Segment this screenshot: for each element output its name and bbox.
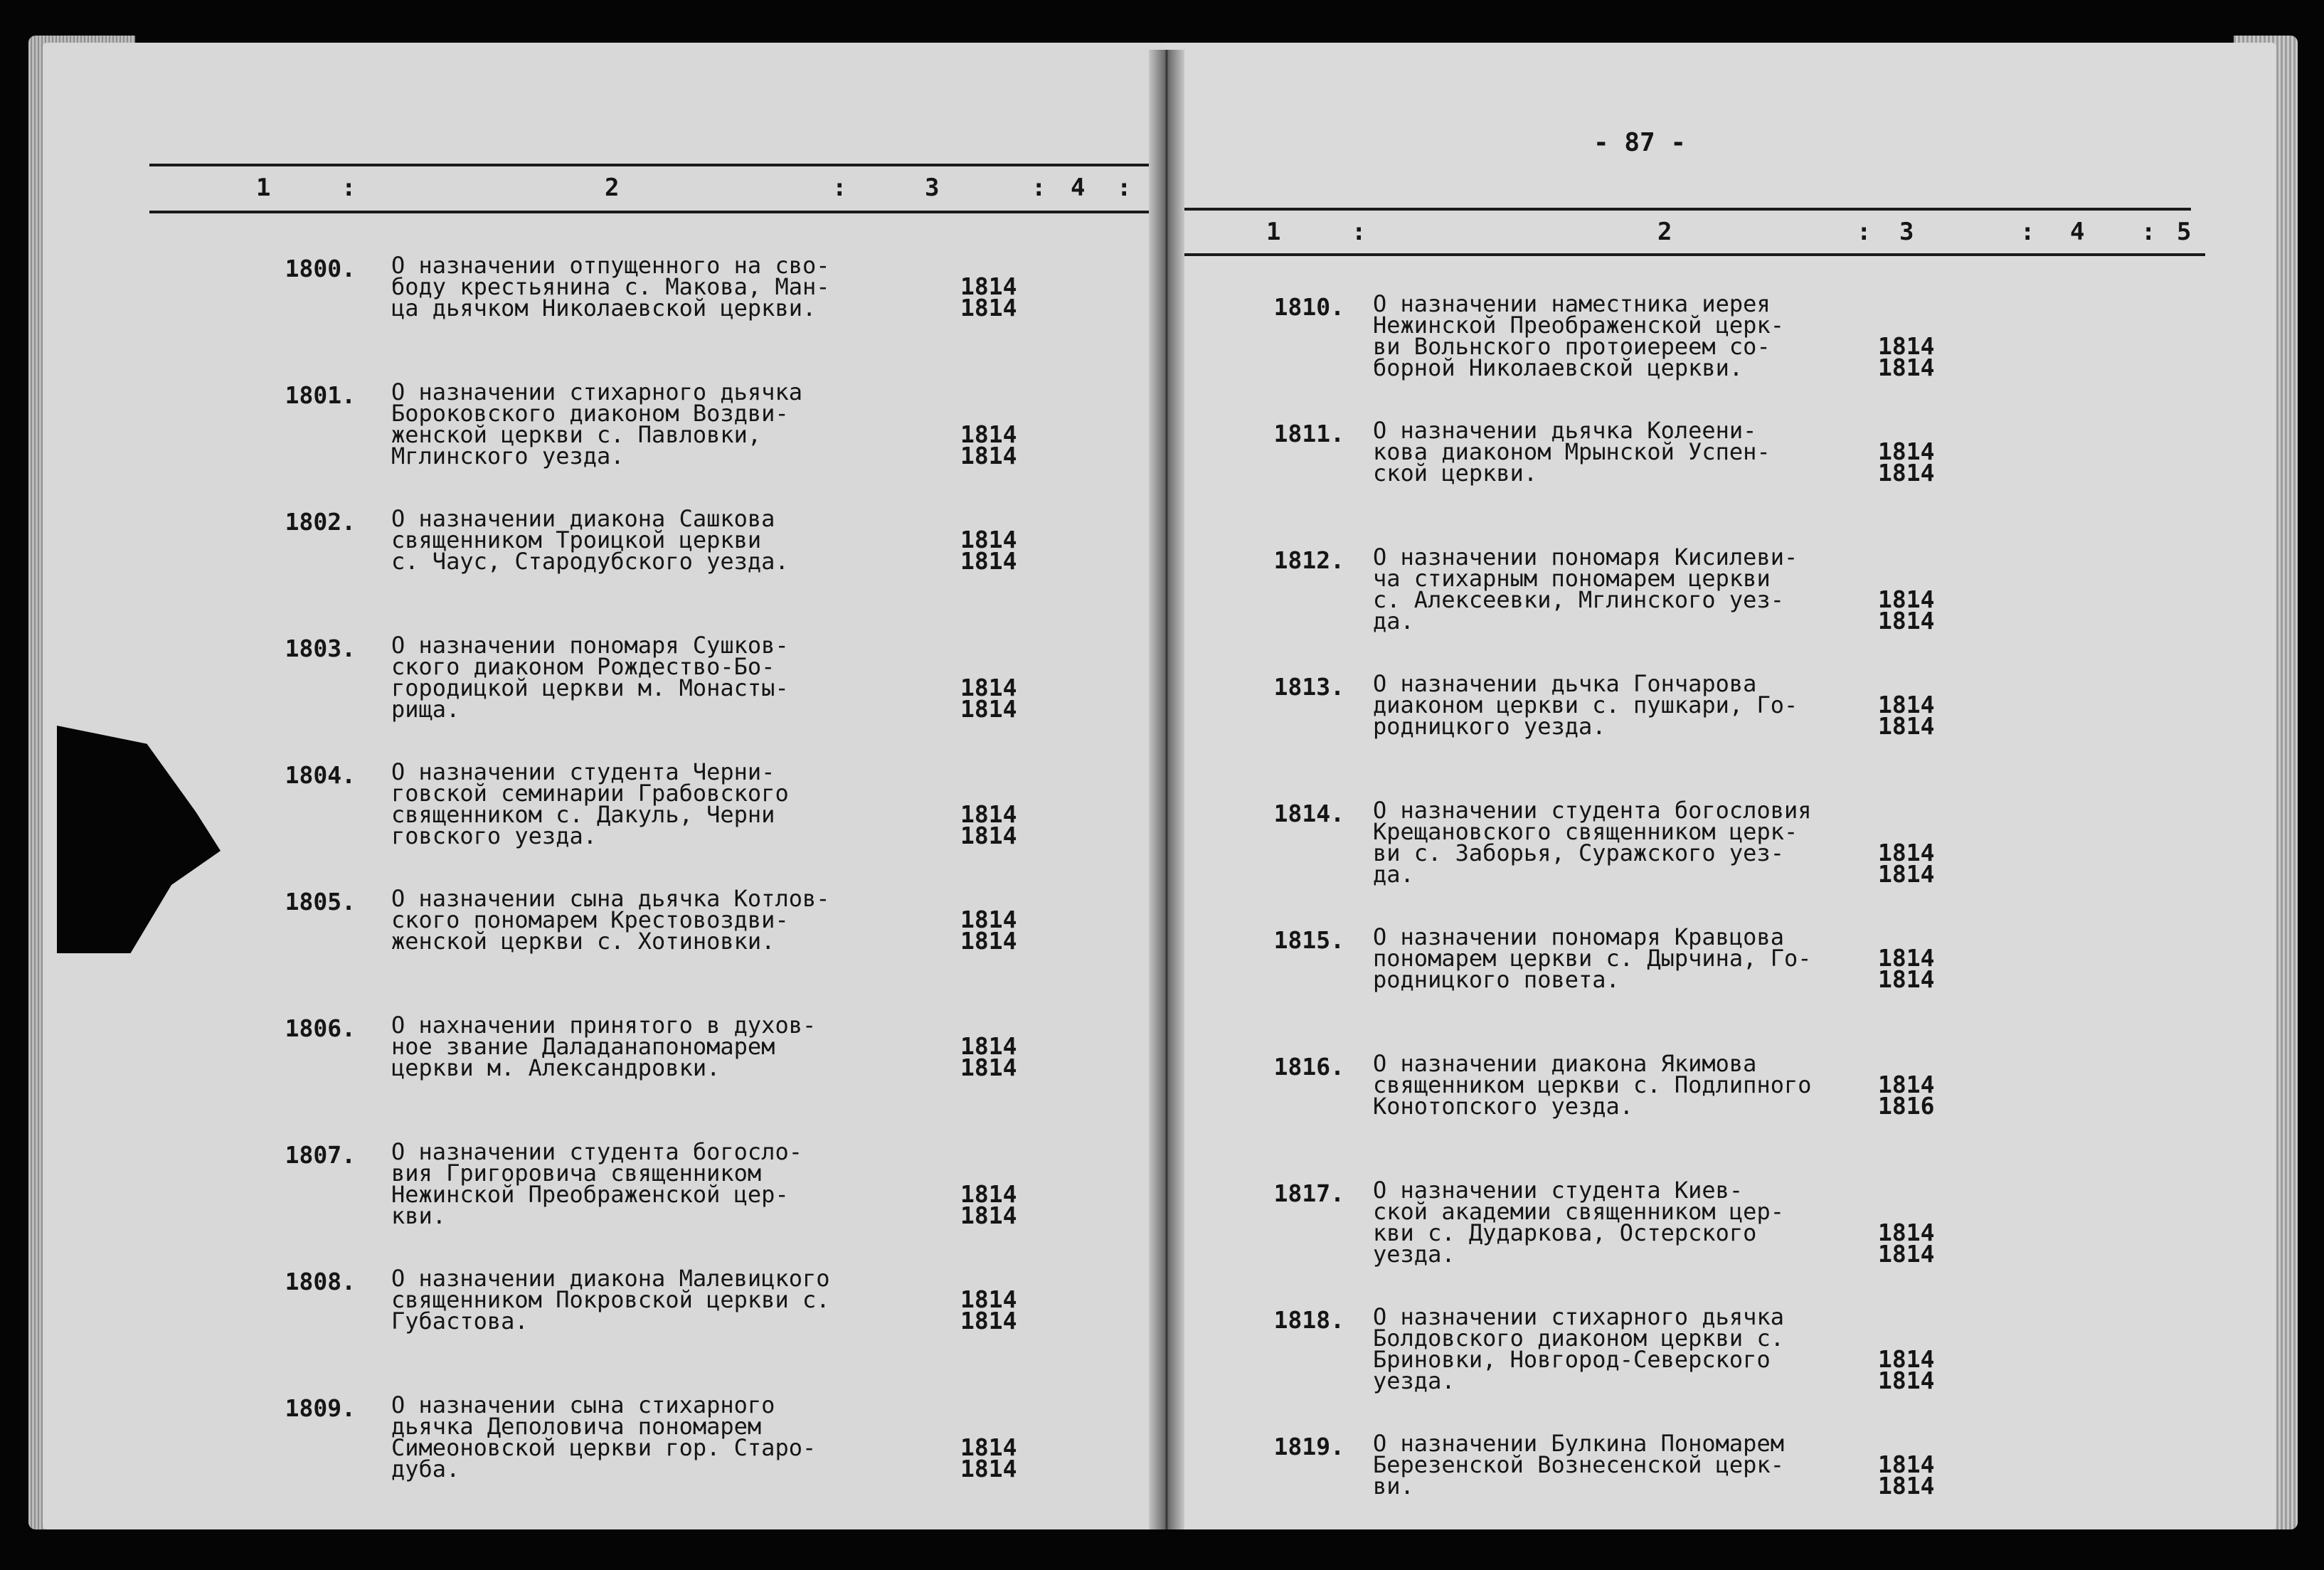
record-text-line: Крещановского священником церк-: [1373, 818, 1798, 845]
record-year: 1814: [960, 800, 1017, 828]
record-text-line: с. Чаус, Стародубского уезда.: [391, 548, 789, 575]
left-col-0: 1: [256, 174, 271, 202]
record-text-line: борной Николаевской церкви.: [1373, 354, 1744, 381]
record-text-line: Нежинской Преображенской цер-: [391, 1181, 789, 1208]
record-text-line: дьячка Деполовича пономарем: [391, 1413, 762, 1440]
record-year: 1814: [1878, 839, 1935, 866]
record-year: 1814: [1878, 1071, 1935, 1098]
record-text-line: дуба.: [391, 1455, 460, 1483]
record-text-line: вия Григоровича священником: [391, 1160, 762, 1187]
right-page: [1167, 43, 2276, 1529]
record-text-line: О назначении дьчка Гончарова: [1373, 670, 1757, 697]
record-year: 1814: [960, 695, 1017, 723]
record-year: 1814: [960, 1285, 1017, 1313]
record-year: 1816: [1878, 1092, 1935, 1120]
record-text-line: родницкого повета.: [1373, 966, 1620, 993]
record-text-line: ского пономарем Крестовоздви-: [391, 906, 789, 933]
book-gutter: [1149, 50, 1184, 1529]
record-text-line: диаконом церкви с. пушкари, Го-: [1373, 691, 1798, 718]
record-year: 1814: [960, 294, 1017, 322]
record-year: 1814: [1878, 585, 1935, 613]
record-text-line: О назначении студента богосло-: [391, 1138, 802, 1165]
record-year: 1814: [960, 1455, 1017, 1483]
record-year: 1814: [960, 906, 1017, 933]
record-text-line: О назначении сына стихарного: [391, 1391, 775, 1418]
record-text-line: да.: [1373, 608, 1414, 635]
record-text-line: О назначении диакона Якимова: [1373, 1050, 1757, 1077]
record-year: 1814: [960, 822, 1017, 849]
right-col-2: 2: [1657, 218, 1672, 246]
record-text-line: Симеоновской церкви гор. Старо-: [391, 1434, 817, 1461]
left-col-3: :: [832, 174, 847, 202]
left-col-4: 3: [925, 174, 940, 202]
left-col-1: :: [341, 174, 356, 202]
record-text-line: ви Вольнского протоиереем со-: [1373, 333, 1771, 360]
record-number: 1817.: [1273, 1179, 1344, 1207]
right-header-rule-bottom: [1167, 253, 2205, 256]
right-col-0: 1: [1266, 218, 1281, 246]
record-number: 1805.: [285, 888, 356, 916]
record-text-line: О назначении отпущенного на сво-: [391, 252, 830, 279]
record-year: 1814: [960, 1202, 1017, 1229]
left-page: [43, 43, 1167, 1529]
record-number: 1807.: [285, 1141, 356, 1169]
record-text-line: О нахначении принятого в духов-: [391, 1012, 817, 1039]
record-text-line: Конотопского уезда.: [1373, 1093, 1634, 1120]
record-text-line: пономарем церкви с. Дырчина, Го-: [1373, 945, 1812, 972]
record-text-line: родницкого уезда.: [1373, 713, 1606, 740]
record-text-line: О назначении диакона Сашкова: [391, 505, 775, 532]
record-number: 1813.: [1273, 673, 1344, 701]
record-text-line: О назначении диакона Малевицкого: [391, 1265, 830, 1292]
record-year: 1814: [1878, 965, 1935, 993]
left-header-rule-bottom: [149, 211, 1167, 213]
record-text-line: женской церкви с. Хотиновки.: [391, 928, 775, 955]
record-text-line: О назначении стихарного дьячка: [391, 378, 802, 405]
record-text-line: ского диаконом Рождество-Бо-: [391, 653, 775, 680]
record-text-line: Бороковского диаконом Воздви-: [391, 400, 789, 427]
left-col-7: :: [1117, 174, 1132, 202]
record-text-line: говской семинарии Грабовского: [391, 780, 789, 807]
record-text-line: ви.: [1373, 1473, 1414, 1500]
record-text-line: О назначении сына дьячка Котлов-: [391, 885, 830, 912]
record-year: 1814: [1878, 437, 1935, 465]
record-text-line: ской академии священником цер-: [1373, 1198, 1784, 1225]
record-text-line: О назначении дьячка Колеени-: [1373, 417, 1757, 444]
record-text-line: О назначении пономаря Сушков-: [391, 632, 789, 659]
right-col-5: :: [2020, 218, 2035, 246]
record-number: 1819.: [1273, 1433, 1344, 1460]
record-text-line: О назначении студента Киев-: [1373, 1177, 1744, 1204]
record-year: 1814: [960, 1054, 1017, 1081]
record-text-line: священником Троицкой церкви: [391, 526, 762, 553]
record-year: 1814: [960, 927, 1017, 955]
record-number: 1806.: [285, 1014, 356, 1042]
record-text-line: О назначении студента богословия: [1373, 797, 1812, 824]
record-text-line: кви.: [391, 1202, 447, 1229]
right-header-rule-top: [1167, 208, 2191, 211]
record-text-line: рища.: [391, 696, 460, 723]
record-year: 1814: [1878, 691, 1935, 718]
record-number: 1808.: [285, 1268, 356, 1295]
record-text-line: ча стихарным пономарем церкви: [1373, 565, 1771, 592]
record-number: 1809.: [285, 1394, 356, 1422]
left-header-rule-top: [149, 164, 1167, 166]
record-text-line: да.: [1373, 861, 1414, 888]
record-year: 1814: [960, 1032, 1017, 1060]
record-text-line: боду крестьянина с. Макова, Ман-: [391, 273, 830, 300]
record-number: 1810.: [1273, 293, 1344, 321]
right-col-3: :: [1857, 218, 1872, 246]
record-text-line: Мглинского уезда.: [391, 442, 625, 470]
record-text-line: Березенской Вознесенской церк-: [1373, 1451, 1784, 1478]
record-year: 1814: [1878, 1219, 1935, 1246]
record-year: 1814: [960, 547, 1017, 575]
open-book: [28, 28, 2298, 1537]
record-year: 1814: [960, 1180, 1017, 1208]
record-text-line: священником Покровской церкви с.: [391, 1286, 830, 1313]
record-number: 1818.: [1273, 1306, 1344, 1334]
record-year: 1814: [1878, 607, 1935, 635]
record-text-line: О назначении стихарного дьячка: [1373, 1303, 1784, 1330]
record-year: 1814: [960, 272, 1017, 300]
record-year: 1814: [960, 1307, 1017, 1335]
record-number: 1800.: [285, 255, 356, 282]
record-year: 1814: [960, 442, 1017, 470]
record-text-line: городицкой церкви м. Монасты-: [391, 674, 789, 701]
record-number: 1816.: [1273, 1053, 1344, 1081]
record-year: 1814: [1878, 860, 1935, 888]
record-number: 1803.: [285, 635, 356, 662]
record-text-line: говского уезда.: [391, 822, 597, 849]
record-year: 1814: [960, 420, 1017, 448]
record-text-line: ви с. Заборья, Суражского уез-: [1373, 839, 1784, 866]
record-number: 1811.: [1273, 420, 1344, 447]
record-text-line: О назначении наместника иерея: [1373, 290, 1771, 317]
record-year: 1814: [1878, 712, 1935, 740]
right-col-8: 5: [2177, 218, 2192, 246]
record-text-line: О назначении Булкина Пономарем: [1373, 1430, 1784, 1457]
record-year: 1814: [1878, 1450, 1935, 1478]
record-text-line: священником с. Дакуль, Черни: [391, 801, 775, 828]
record-text-line: с. Алексеевки, Мглинского уез-: [1373, 586, 1784, 613]
record-year: 1814: [960, 674, 1017, 701]
record-text-line: Бриновки, Новгород-Северского: [1373, 1346, 1771, 1373]
record-text-line: священником церкви с. Подлипного: [1373, 1071, 1812, 1098]
record-year: 1814: [1878, 354, 1935, 381]
record-number: 1812.: [1273, 546, 1344, 574]
right-col-6: 4: [2070, 218, 2085, 246]
record-year: 1814: [960, 1433, 1017, 1461]
left-col-2: 2: [605, 174, 620, 202]
record-text-line: уезда.: [1373, 1241, 1455, 1268]
record-text-line: О назначении пономаря Кисилеви-: [1373, 543, 1798, 571]
record-number: 1814.: [1273, 800, 1344, 827]
right-col-7: :: [2141, 218, 2156, 246]
record-year: 1814: [1878, 1367, 1935, 1394]
record-number: 1804.: [285, 761, 356, 789]
record-text-line: ца дьячком Николаевской церкви.: [391, 295, 817, 322]
record-number: 1802.: [285, 508, 356, 536]
record-text-line: Губастова.: [391, 1308, 529, 1335]
left-col-5: :: [1031, 174, 1046, 202]
record-text-line: Нежинской Преображенской церк-: [1373, 312, 1784, 339]
record-text-line: уезда.: [1373, 1367, 1455, 1394]
record-number: 1815.: [1273, 926, 1344, 954]
record-year: 1814: [960, 526, 1017, 553]
record-text-line: О назначении пономаря Кравцова: [1373, 923, 1784, 950]
record-year: 1814: [1878, 1472, 1935, 1500]
record-text-line: Болдовского диаконом церкви с.: [1373, 1325, 1784, 1352]
record-number: 1801.: [285, 381, 356, 409]
record-text-line: кова диаконом Мрынской Успен-: [1373, 438, 1771, 465]
left-col-6: 4: [1071, 174, 1086, 202]
record-text-line: кви с. Дударкова, Остерского: [1373, 1219, 1757, 1246]
record-year: 1814: [1878, 1240, 1935, 1268]
right-col-1: :: [1352, 218, 1367, 246]
record-year: 1814: [1878, 332, 1935, 360]
record-year: 1814: [1878, 1345, 1935, 1373]
record-text-line: О назначении студента Черни-: [391, 758, 775, 785]
record-text-line: женской церкви с. Павловки,: [391, 421, 762, 448]
right-col-4: 3: [1899, 218, 1914, 246]
record-year: 1814: [1878, 459, 1935, 487]
record-text-line: ской церкви.: [1373, 460, 1538, 487]
record-text-line: ное звание Даладанапономарем: [391, 1033, 775, 1060]
record-text-line: церкви м. Александровки.: [391, 1054, 721, 1081]
page-number: - 87 -: [1593, 128, 1687, 157]
record-year: 1814: [1878, 944, 1935, 972]
